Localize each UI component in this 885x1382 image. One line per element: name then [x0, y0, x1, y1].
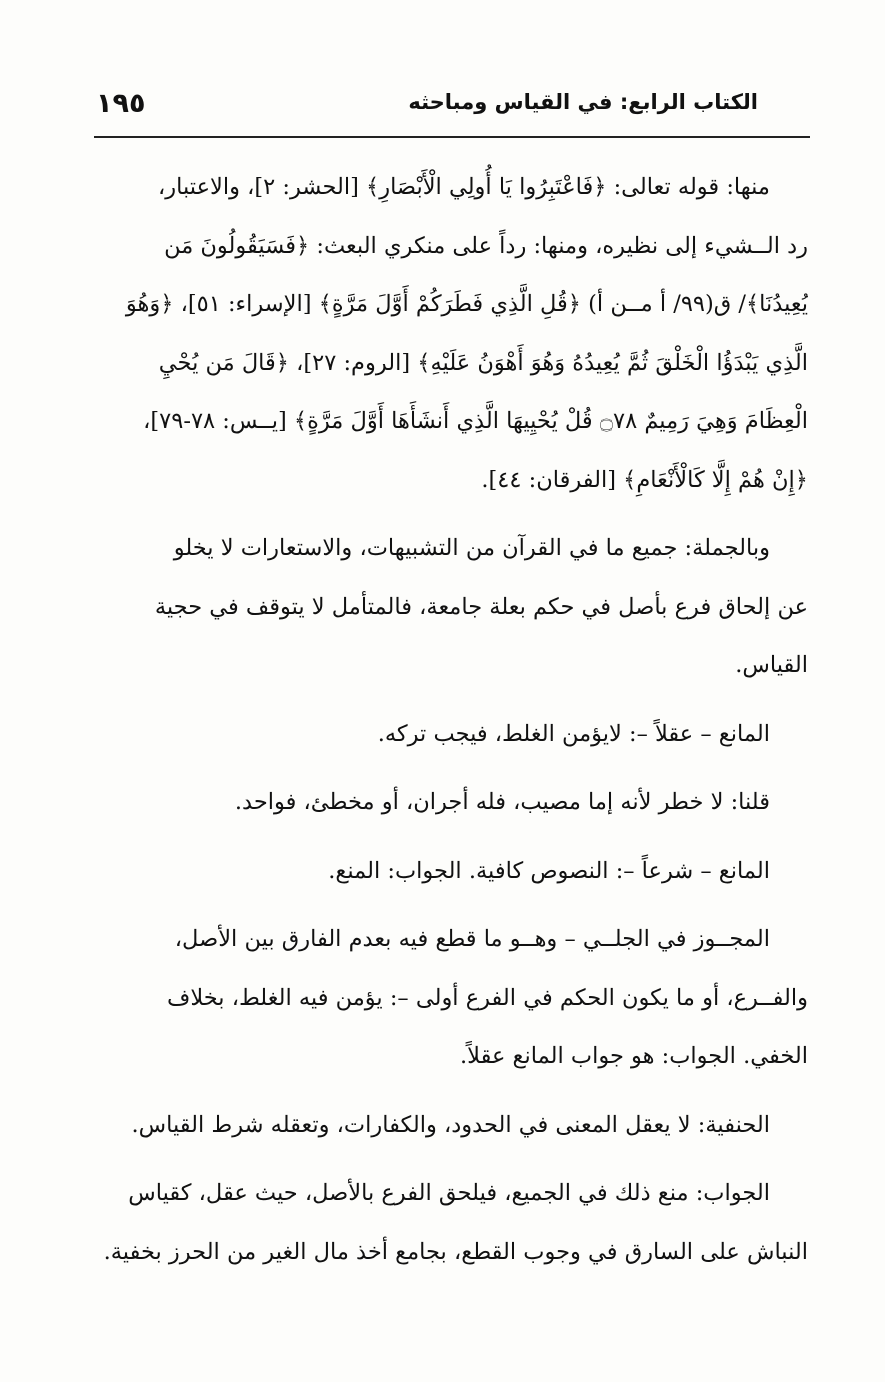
paragraph-gap: [96, 1086, 808, 1096]
paragraph-gap: [96, 1154, 808, 1164]
paragraph-gap: [96, 832, 808, 842]
text-line: الخفي. الجواب: هو جواب المانع عقلاً.: [460, 1043, 808, 1069]
text-line: الْعِظَامَ وَهِيَ رَمِيمٌ ۝٧٨ قُلْ يُحْيِيهَا الَّذِي أَنشَأَهَا أَوَّلَ مَرَّةٍ﴾ [يــس: ٧٨-٧٩]،: [143, 408, 808, 434]
paragraph-gap: [96, 763, 808, 773]
body-text: [96, 158, 808, 1281]
text-line: الَّذِي يَبْدَؤُا الْخَلْقَ ثُمَّ يُعِيدُهُ وَهُوَ أَهْوَنُ عَلَيْهِ﴾ [الروم: ٢٧]، ﴿قَالَ مَن يُحْيِ: [158, 349, 808, 376]
page-number: ١٩٥: [96, 88, 146, 119]
header-rule: [94, 136, 810, 138]
text-line: المانع – شرعاً –: النصوص كافية. الجواب: المنع.: [328, 857, 770, 884]
text-line: رد الــشيء إلى نظيره، ومنها: رداً على منكري البعث: ﴿فَسَيَقُولُونَ مَن: [164, 232, 808, 259]
text-line: والفــرع، أو ما يكون الحكم في الفرع أولى –: يؤمن فيه الغلط، بخلاف: [167, 984, 808, 1011]
running-title: الكتاب الرابع: في القياس ومباحثه: [408, 90, 758, 114]
paragraph-gap: [96, 509, 808, 519]
text-line: الحنفية: لا يعقل المعنى في الحدود، والكفارات، وتعقله شرط القياس.: [131, 1111, 770, 1138]
text-line: الجواب: منع ذلك في الجميع، فيلحق الفرع بالأصل، حيث عقل، كقياس: [128, 1180, 770, 1206]
text-line: المانع – عقلاً –: لايؤمن الغلط، فيجب تركه.: [377, 720, 770, 747]
text-line: وبالجملة: جميع ما في القرآن من التشبيهات، والاستعارات لا يخلو: [173, 535, 770, 561]
page-header: [96, 88, 808, 130]
text-line: المجــوز في الجلــي – وهــو ما قطع فيه بعدم الفارق بين الأصل،: [174, 926, 770, 952]
paragraph-gap: [96, 695, 808, 705]
text-line: قلنا: لا خطر لأنه إما مصيب، فله أجران، أو مخطئ، فواحد.: [234, 789, 770, 815]
text-line: النباش على السارق في وجوب القطع، بجامع أخذ مال الغير من الحرز بخفية.: [103, 1238, 808, 1265]
text-line: يُعِيدُنَا﴾/ ق(٩٩/ أ مــن أ) ﴿قُلِ الَّذِي فَطَرَكُمْ أَوَّلَ مَرَّةٍ﴾ [الإسراء: ٥١]، ﴿وَهُوَ: [125, 291, 808, 317]
paragraph-gap: [96, 900, 808, 910]
text-line: عن إلحاق فرع بأصل في حكم بعلة جامعة، فالمتأمل لا يتوقف في حجية: [154, 593, 808, 620]
text-line: منها: قوله تعالى: ﴿فَاعْتَبِرُوا يَا أُولِي الْأَبْصَارِ﴾ [الحشر: ٢]، والاعتبار،: [158, 174, 770, 200]
text-line: القياس.: [735, 652, 808, 678]
text-line: ﴿إِنْ هُمْ إِلَّا كَالْأَنْعَامِ﴾ [الفرقان: ٤٤].: [481, 466, 808, 493]
